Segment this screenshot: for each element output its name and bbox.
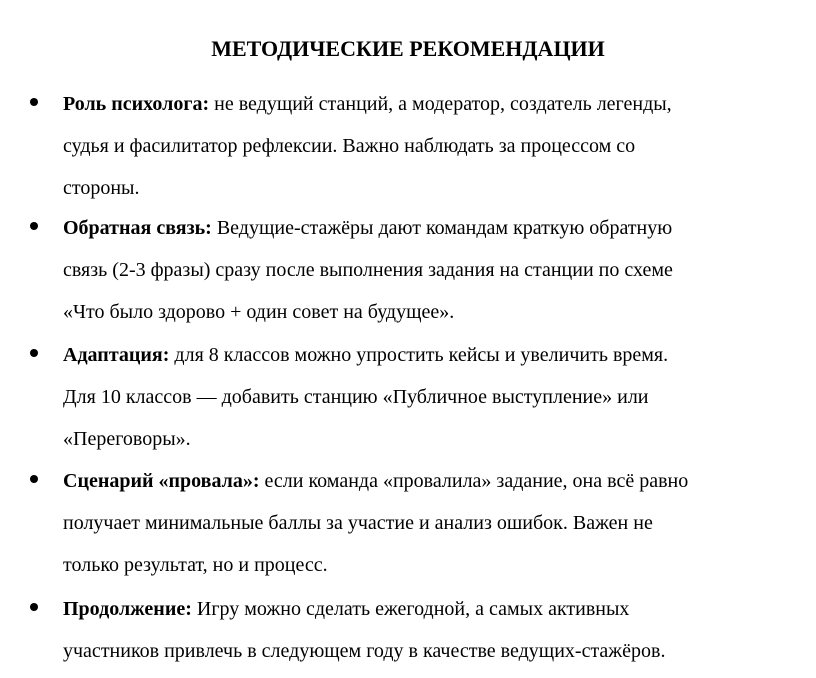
list-item-adaptation (0, 335, 816, 455)
item-label: Роль психолога: (63, 93, 210, 115)
list-item-continuation (0, 589, 816, 675)
item-line: получает минимальные баллы за участие и анализ ошибок. Важен не (63, 512, 653, 534)
item-line: «Что было здорово + один совет на будущее». (63, 301, 455, 323)
page-title: МЕТОДИЧЕСКИЕ РЕКОМЕНДАЦИИ (211, 36, 605, 61)
item-line (63, 335, 668, 375)
item-line: только результат, но и процесс. (63, 554, 328, 576)
bullet-icon (30, 222, 38, 230)
item-line: судья и фасилитатор рефлексии. Важно наблюдать за процессом со (63, 135, 636, 157)
item-text: Ведущие-стажёры дают командам краткую обратную (211, 217, 673, 239)
item-text: если команда «провалила» задание, она всё равно (259, 470, 689, 492)
list-item-role (0, 84, 816, 204)
item-line: стороны. (63, 177, 140, 199)
item-line: Для 10 классов — добавить станцию «Публичное выступление» или (63, 386, 649, 408)
list-item-feedback (0, 208, 816, 328)
item-line: связь (2-3 фразы) сразу после выполнения задания на станции по схеме (63, 259, 673, 281)
item-label: Адаптация: (63, 344, 170, 366)
item-line (63, 208, 672, 248)
list-item-failure-scenario (0, 461, 816, 581)
bullet-icon (30, 98, 38, 106)
bullet-icon (30, 475, 38, 483)
item-line (63, 461, 688, 501)
bullet-icon (30, 603, 38, 611)
item-label: Обратная связь: (63, 217, 212, 239)
item-label: Продолжение: (63, 598, 192, 620)
item-text: Игру можно сделать ежегодной, а самых активных (191, 598, 630, 620)
item-line (63, 84, 672, 124)
bullet-icon (30, 349, 38, 357)
item-text: для 8 классов можно упростить кейсы и увеличить время. (169, 344, 669, 366)
item-line: «Переговоры». (63, 428, 191, 450)
item-line: участников привлечь в следующем году в качестве ведущих-стажёров. (63, 640, 666, 662)
item-line (63, 589, 629, 629)
item-text: не ведущий станций, а модератор, создатель легенды, (209, 93, 672, 115)
item-label: Сценарий «провала»: (63, 470, 260, 492)
